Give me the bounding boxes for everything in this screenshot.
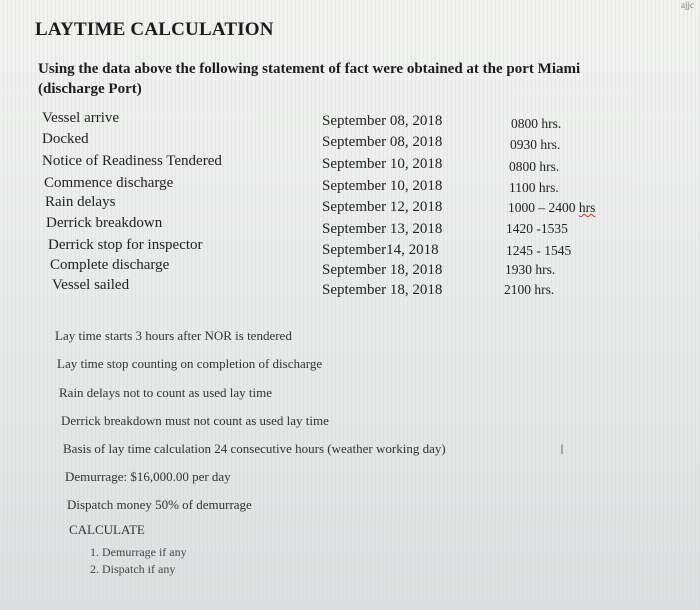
corner-text: ajjc [681, 0, 694, 10]
event-label: Docked [42, 131, 89, 147]
event-label: Derrick stop for inspector [48, 237, 203, 253]
intro-paragraph: Using the data above the following statement of fact were obtained at the port Miami (discharge Port) [38, 61, 581, 97]
event-label: Vessel sailed [52, 277, 130, 293]
note-line: Lay time starts 3 hours after NOR is tendered [55, 328, 292, 343]
event-time: 0800 hrs. [509, 159, 560, 174]
event-date: September14, 2018 [322, 242, 439, 258]
note-line: Basis of lay time calculation 24 consecutive hours (weather working day) [63, 441, 446, 456]
event-date: September 18, 2018 [322, 282, 443, 298]
page-title: LAYTIME CALCULATION [35, 19, 274, 40]
event-label: Derrick breakdown [46, 215, 163, 231]
event-date: September 12, 2018 [322, 199, 443, 215]
event-label: Complete discharge [50, 257, 170, 273]
event-time: 1930 hrs. [505, 262, 556, 277]
event-time: 0930 hrs. [510, 137, 561, 152]
note-line: Rain delays not to count as used lay time [59, 385, 273, 400]
event-time-main: 1000 – 2400 [508, 200, 579, 215]
event-time-rain [508, 200, 595, 216]
note-line: Derrick breakdown must not count as used lay time [61, 413, 329, 428]
event-label: Commence discharge [44, 175, 174, 191]
note-line: CALCULATE [69, 522, 145, 537]
note-line: Lay time stop counting on completion of discharge [57, 356, 323, 371]
event-date: September 10, 2018 [322, 156, 443, 172]
question-item: 2. Dispatch if any [90, 562, 176, 576]
event-time: 0800 hrs. [511, 116, 562, 131]
event-date: September 10, 2018 [322, 178, 443, 194]
event-date: September 08, 2018 [322, 113, 443, 129]
event-date: September 08, 2018 [322, 134, 443, 150]
event-time-suffix: hrs [578, 200, 596, 215]
event-time: 2100 hrs. [504, 282, 555, 297]
event-time: 1100 hrs. [509, 180, 559, 195]
event-label: Rain delays [45, 194, 116, 210]
text-cursor-icon: I [560, 441, 564, 457]
event-label: Notice of Readiness Tendered [42, 153, 222, 169]
note-line: Dispatch money 50% of demurrage [67, 497, 252, 512]
event-time: 1420 -1535 [506, 221, 568, 236]
note-line: Demurrage: $16,000.00 per day [65, 469, 231, 484]
event-label: Vessel arrive [42, 110, 120, 126]
question-item: 1. Demurrage if any [90, 545, 187, 559]
event-time: 1245 - 1545 [506, 243, 572, 258]
event-date: September 18, 2018 [322, 262, 443, 278]
event-date: September 13, 2018 [322, 221, 443, 237]
